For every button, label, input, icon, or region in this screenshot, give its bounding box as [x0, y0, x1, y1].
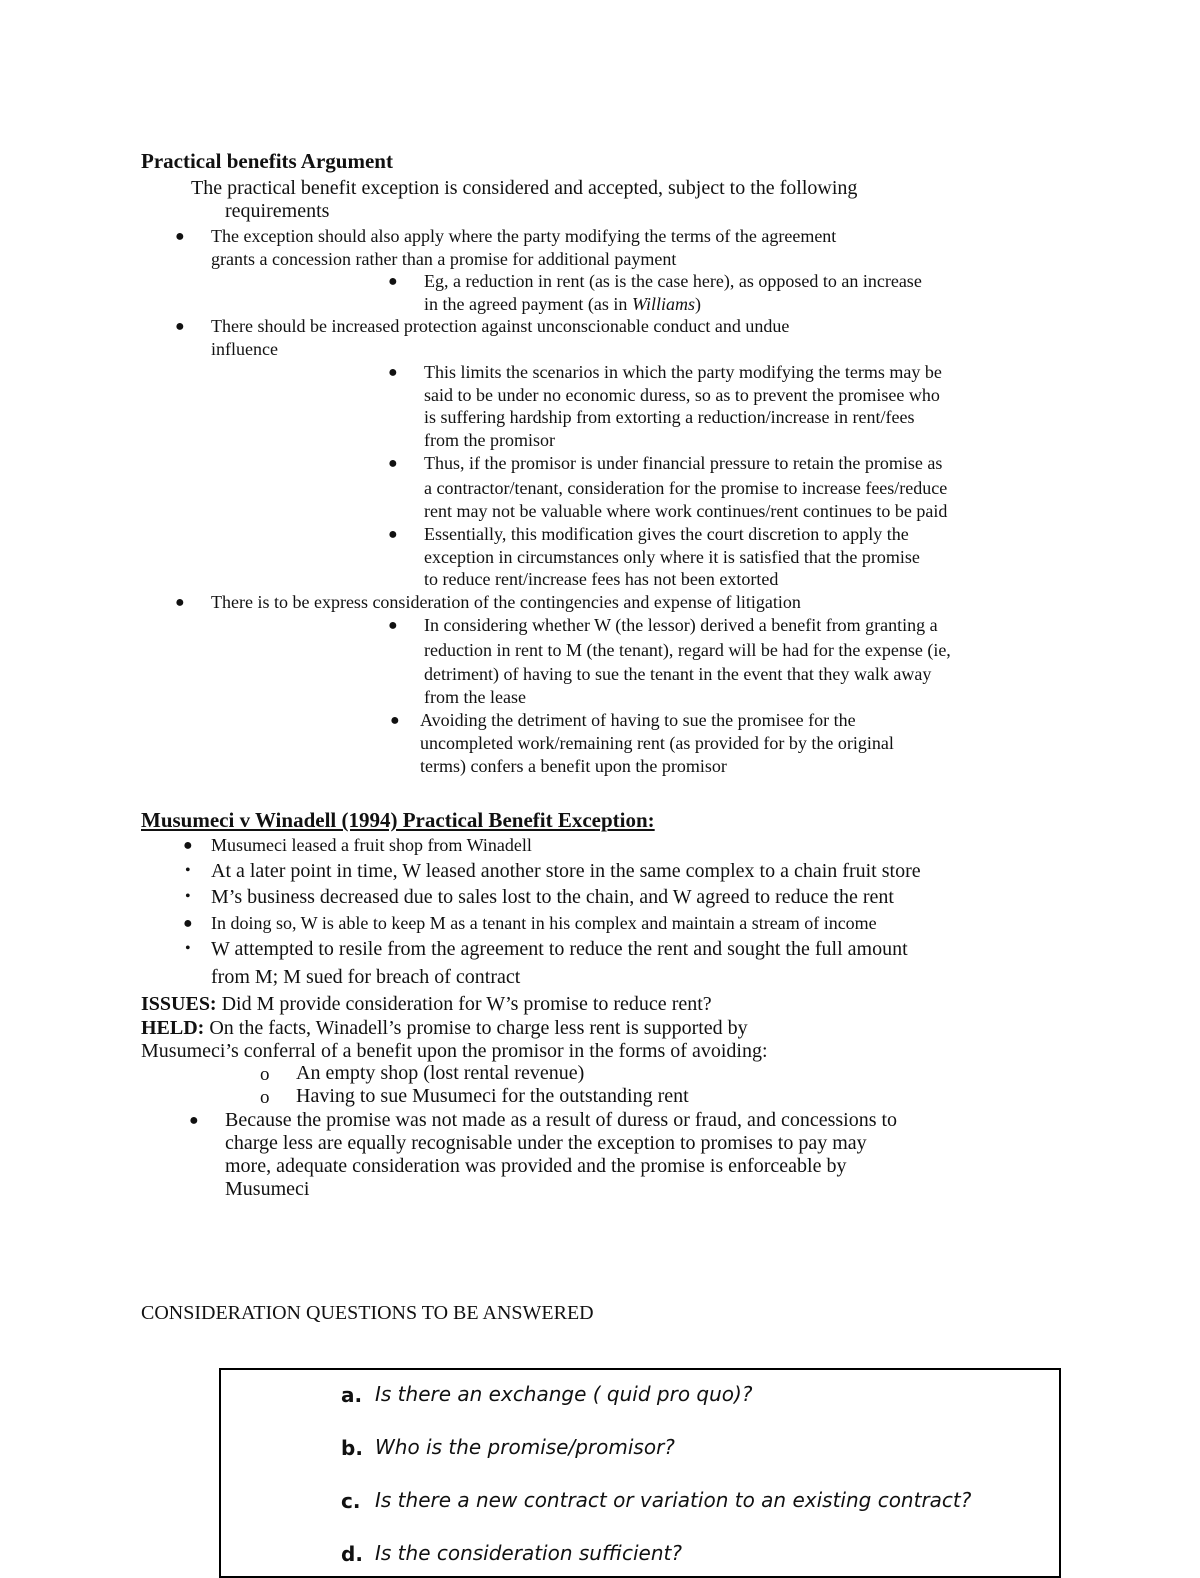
circle-marker: o — [260, 1064, 270, 1085]
question-text: Is the consideration sufficient? — [375, 1541, 682, 1565]
bullet-icon: • — [185, 888, 191, 905]
avoided-item: Having to sue Musumeci for the outstanding rent — [296, 1085, 689, 1107]
sub-bullet-text: Avoiding the detriment of having to sue the promisee for the — [420, 710, 856, 730]
questions-heading: CONSIDERATION QUESTIONS TO BE ANSWERED — [141, 1302, 594, 1324]
sub-bullet-text-cont: to reduce rent/increase fees has not been extorted — [424, 569, 779, 589]
bullet-icon: ● — [388, 273, 398, 290]
sub-bullet-text-cont: uncompleted work/remaining rent (as provided for by the original — [420, 733, 894, 753]
section-heading-practical-benefits: Practical benefits Argument — [141, 149, 393, 173]
question-text: Is there a new contract or variation to an existing contract? — [375, 1488, 972, 1512]
sub-bullet-text-cont: a contractor/tenant, consideration for the promise to increase fees/reduce — [424, 478, 948, 498]
conclusion-text-cont: more, adequate consideration was provided and the promise is enforceable by — [225, 1155, 847, 1177]
sub-bullet-text-cont: is suffering hardship from extorting a reduction/increase in rent/fees — [424, 407, 915, 427]
issues-label: ISSUES: — [141, 993, 217, 1015]
sub-bullet-text-cont: said to be under no economic duress, so as to prevent the promisee who — [424, 385, 940, 405]
question-letter: b. — [341, 1436, 363, 1460]
fact-text: W attempted to resile from the agreement to reduce the rent and sought the full amount — [211, 938, 908, 960]
sub-bullet-text-cont: rent may not be valuable where work continues/rent continues to be paid — [424, 501, 948, 521]
bullet-icon: • — [185, 862, 191, 879]
case-heading-musumeci: Musumeci v Winadell (1994) Practical Benefit Exception: — [141, 808, 655, 832]
question-text: Is there an exchange ( quid pro quo)? — [375, 1382, 753, 1406]
fact-text-cont: from M; M sued for breach of contract — [211, 966, 521, 988]
questions-box — [219, 1368, 1061, 1578]
bullet-icon: ● — [388, 364, 398, 381]
bullet-icon: ● — [388, 617, 398, 634]
bullet-icon: ● — [175, 228, 185, 245]
sub-bullet-text-cont: in the agreed payment (as in Williams) — [424, 294, 701, 314]
bullet-icon: ● — [175, 594, 185, 611]
fact-text: M’s business decreased due to sales lost to the chain, and W agreed to reduce the rent — [211, 886, 894, 908]
sub-bullet-text: Essentially, this modification gives the court discretion to apply the — [424, 524, 909, 544]
issues-line: ISSUES: Did M provide consideration for W’s promise to reduce rent? — [141, 993, 712, 1015]
sub-bullet-text-cont: reduction in rent to M (the tenant), regard will be had for the expense (ie, — [424, 640, 951, 660]
fact-text: At a later point in time, W leased another store in the same complex to a chain fruit store — [211, 860, 921, 882]
question-letter: a. — [341, 1383, 363, 1407]
fact-text: In doing so, W is able to keep M as a tenant in his complex and maintain a stream of income — [211, 913, 877, 933]
held-line: HELD: On the facts, Winadell’s promise to charge less rent is supported by — [141, 1017, 748, 1039]
bullet-icon: ● — [189, 1112, 199, 1129]
sub-bullet-text-cont: exception in circumstances only where it is satisfied that the promise — [424, 547, 920, 567]
bullet-text-cont: grants a concession rather than a promise for additional payment — [211, 249, 677, 269]
circle-marker: o — [260, 1087, 270, 1108]
bullet-icon: ● — [183, 915, 193, 932]
bullet-icon: ● — [183, 837, 193, 854]
bullet-icon: • — [185, 940, 191, 957]
bullet-icon: ● — [175, 318, 185, 335]
bullet-icon: ● — [388, 455, 398, 472]
intro-text: The practical benefit exception is considered and accepted, subject to the following — [191, 177, 858, 199]
bullet-text: The exception should also apply where the party modifying the terms of the agreement — [211, 226, 837, 246]
sub-bullet-text: Eg, a reduction in rent (as is the case here), as opposed to an increase — [424, 271, 922, 291]
conclusion-text-cont: Musumeci — [225, 1178, 310, 1200]
avoided-item: An empty shop (lost rental revenue) — [296, 1062, 585, 1084]
bullet-icon: ● — [390, 712, 400, 729]
question-text: Who is the promise/promisor? — [375, 1435, 675, 1459]
question-letter: d. — [341, 1542, 363, 1566]
bullet-text: There should be increased protection against unconscionable conduct and undue — [211, 316, 790, 336]
sub-bullet-text-cont: terms) confers a benefit upon the promisor — [420, 756, 727, 776]
conclusion-text-cont: charge less are equally recognisable under the exception to promises to pay may — [225, 1132, 867, 1154]
sub-bullet-text-cont: from the lease — [424, 687, 526, 707]
bullet-text: There is to be express consideration of the contingencies and expense of litigation — [211, 592, 801, 612]
case-name-williams: Williams — [631, 294, 695, 314]
sub-bullet-text: This limits the scenarios in which the party modifying the terms may be — [424, 362, 942, 382]
sub-bullet-text: Thus, if the promisor is under financial pressure to retain the promise as — [424, 453, 943, 473]
sub-bullet-text: In considering whether W (the lessor) derived a benefit from granting a — [424, 615, 938, 635]
question-letter: c. — [341, 1489, 361, 1513]
bullet-icon: ● — [388, 526, 398, 543]
held-label: HELD: — [141, 1017, 205, 1039]
sub-bullet-text-cont: from the promisor — [424, 430, 555, 450]
sub-bullet-text-cont: detriment) of having to sue the tenant in the event that they walk away — [424, 664, 932, 684]
intro-text-cont: requirements — [225, 200, 330, 222]
fact-text: Musumeci leased a fruit shop from Winadell — [211, 835, 532, 855]
bullet-text-cont: influence — [211, 339, 278, 359]
conclusion-text: Because the promise was not made as a result of duress or fraud, and concessions to — [225, 1109, 898, 1131]
held-line-cont: Musumeci’s conferral of a benefit upon the promisor in the forms of avoiding: — [141, 1040, 768, 1062]
